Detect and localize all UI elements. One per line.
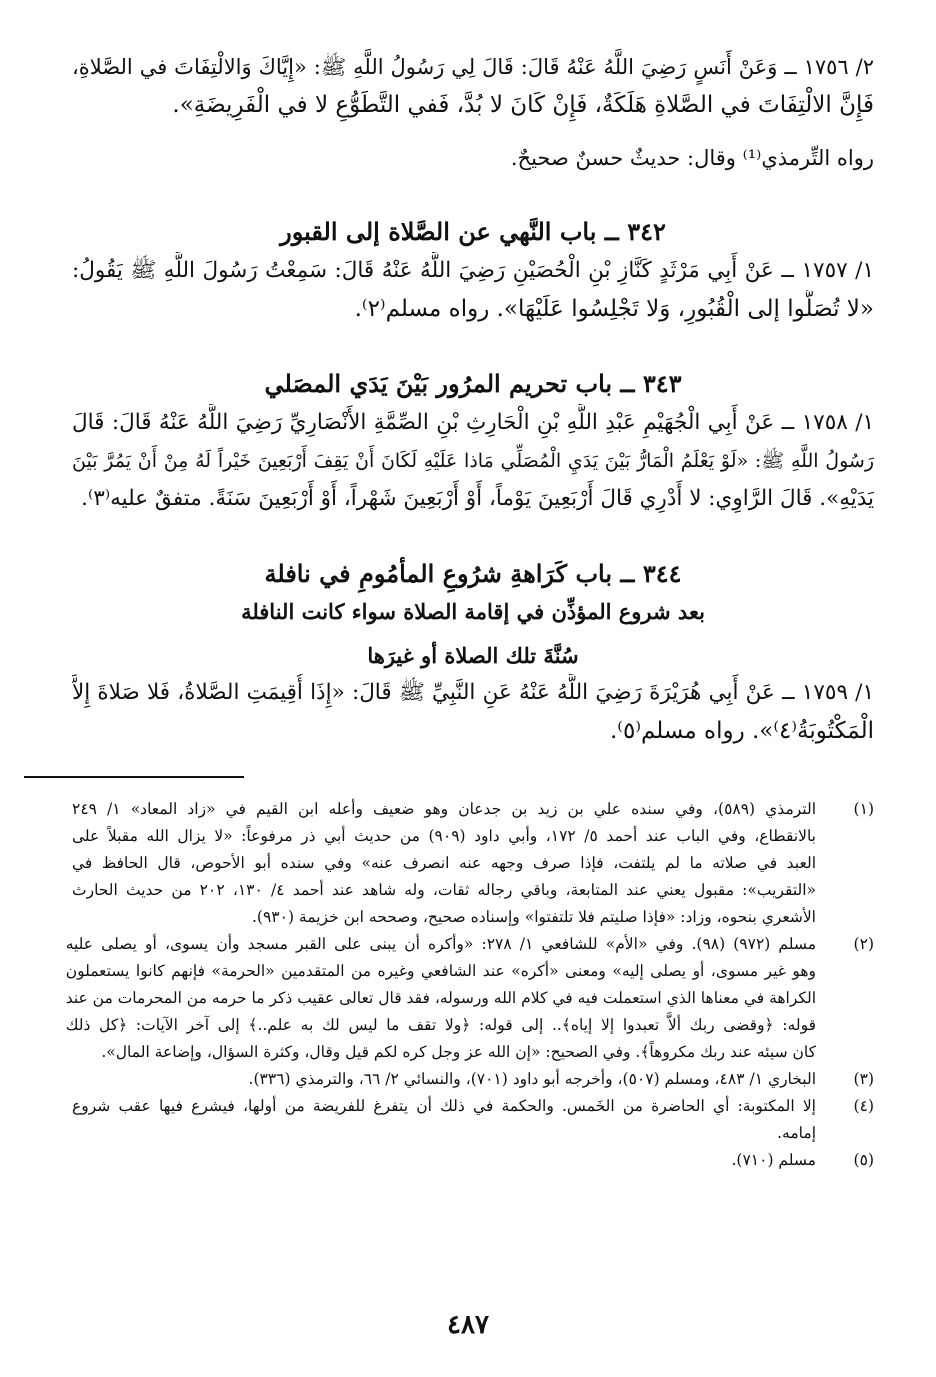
hadith-1758-line-1: ١/ ١٧٥٨ ــ عَنْ أَبِي الْجُهَيْمِ عَبْدِ اللَّهِ بْنِ الْحَارِثِ بْنِ الصِّمَّةِ الأَنْصَارِيِّ رَضِيَ اللَّهُ عَنْهُ قَالَ: قَالَ [72, 410, 874, 435]
chapter-344-subtitle-1: بعد شروع المؤذِّن في إقامة الصلاة سواء كانت النافلة [241, 599, 705, 624]
hadith-1758-line-2: رَسُولُ اللَّهِ ﷺ: «لَوْ يَعْلَمُ الْمَارُّ بَيْنَ يَدَيِ الْمُصَلِّي مَاذا عَلَيْهِ لَكَانَ أَنْ يَقِفَ أَرْبَعِينَ خَيْراً لَهُ مِنْ أَنْ يَمُرَّ بَيْنَ [72, 450, 874, 472]
footnote-2-line-2: وهو غير مسوى، أو يصلى إليه» ومعنى «أكره» عند الشافعي وغيره من المتقدمين «الحرمة» فإنهم كانوا يستعملون [65, 962, 816, 980]
footnote-number: (٣) [853, 1070, 874, 1088]
footnote-1-line-1: الترمذي (٥٨٩)، وفي سنده علي بن زيد بن جدعان وهو ضعيف وأعله ابن القيم في «زاد المعاد» ١/ ٢٤٩ [72, 800, 816, 818]
hadith-1756-line-2: فَإِنَّ الالْتِفَاتَ في الصَّلاةِ هَلَكَةٌ، فَإِنْ كَانَ لا بُدَّ، فَفي التَّطَوُّعِ لا في الْفَرِيضَةِ». [172, 92, 874, 118]
footnote-4-line-1: إلا المكتوبة: أي الحاضرة من الخَمس. والحكمة في ذلك أن يتفرغ للفريضة من أولها، فيشرع فيها عقب شروع [72, 1097, 816, 1115]
footnotes [65, 796, 874, 1174]
footnote-separator [24, 776, 244, 778]
footnote-3-line-1: البخاري ١/ ٤٨٣، ومسلم (٥٠٧)، وأخرجه أبو داود (٧٠١)، والنسائي ٢/ ٦٦، والترمذي (٣٣٦). [248, 1070, 816, 1088]
footnote-number: (٤) [853, 1097, 874, 1115]
hadith-1757-line-1: ١/ ١٧٥٧ ــ عَنْ أَبِي مَرْثَدٍ كَنَّازِ بْنِ الْحُصَيْنِ رَضِيَ اللَّهُ عَنْهُ قَالَ: سَمِعْتُ رَسُولَ اللَّهِ ﷺ يَقُولُ: [72, 258, 874, 283]
hadith-1759-line-2: الْمَكْتُوبَةُ⁽٤⁾». رواه مسلم⁽٥⁾. [609, 718, 874, 744]
footnote-1-line-2: بالانقطاع، وفي الباب عند أحمد ٥/ ١٧٢، وأبي داود (٩٠٩) من حديث أبي ذر مرفوعاً: «لا يزال الله مقبلاً على [72, 827, 816, 845]
footnote-number: (٥) [853, 1151, 874, 1169]
footnote-number: (٢) [853, 935, 874, 953]
footnote-4-line-2: إمامه. [777, 1124, 816, 1142]
hadith-1756-narration: رواه التِّرمذي⁽¹⁾ وقال: حديثٌ حسنٌ صحيحٌ. [510, 146, 874, 170]
footnote-4 [72, 1093, 874, 1147]
page-number: ٤٨٧ [447, 1310, 489, 1340]
footnote-2-line-5: كان سيئه عند ربك مكروهاً﴾. وفي الصحيح: «إن الله عز وجل كره لكم قيل وقال، وكثرة السؤال، وإضاعة المال». [101, 1043, 816, 1061]
hadith-1757-line-2: «لا تُصَلُّوا إلى الْقُبُورِ، وَلا تَجْلِسُوا عَلَيْهَا». رواه مسلم⁽٢⁾. [354, 296, 874, 322]
footnote-2-line-4: قوله: ﴿وقضى ربك ألاَّ تعبدوا إلا إياه﴾.. إلى قوله: ﴿ولا تقف ما ليس لك به علم..﴾ إلى آخر الآيات: ﴿كل ذلك [65, 1016, 816, 1034]
footnote-number: (١) [853, 800, 874, 818]
footnote-1-line-3: العبد في صلاته ما لم يلتفت، فإذا صرف وجهه عنه انصرف عنه» وفي سنده أبو الأحوص، قال الحافظ في [72, 854, 816, 872]
footnote-2-line-3: الكراهة في معناها الذي استعملت فيه في كلام الله ورسوله، فقد قال تعالى عقيب ذكر ما حرمه من المحرمات من عند [65, 989, 816, 1007]
chapter-342-title: ٣٤٢ ــ باب النَّهي عن الصَّلاة إلى القبور [280, 217, 666, 246]
footnote-2-line-1: مسلم (٩٧٢) (٩٨). وفي «الأم» للشافعي ١/ ٢٧٨: «وأكره أن يبنى على القبر مسجد وأن يسوى، أو يصلى عليه [65, 935, 816, 953]
chapter-343-title: ٣٤٣ ــ باب تحريم المرُور بَيْنَ يَدَي المصَلي [264, 369, 682, 398]
chapter-344-subtitle-2: سُنَّةَ تلك الصلاة أو غيرَها [367, 643, 579, 668]
footnote-1-line-5: الأشعري بنحوه، وزاد: «فإذا صليتم فلا تلتفتوا» وإسناده صحيح، وصححه ابن خزيمة (٩٣٠). [251, 908, 816, 926]
hadith-1759-line-1: ١/ ١٧٥٩ ــ عَنْ أَبِي هُرَيْرَةَ رَضِيَ اللَّهُ عَنْهُ عَنِ النَّبِيِّ ﷺ قَالَ: «إِذَا أُقِيمَتِ الصَّلاةُ، فَلا صَلاةَ إِلاَّ [72, 680, 874, 705]
hadith-1757 [72, 252, 874, 328]
chapter-344-title: ٣٤٤ ــ باب كَرَاهةِ شرُوعِ المأمُومِ في نافلة [264, 559, 682, 588]
footnote-5-line-1: مسلم (٧١٠). [731, 1151, 816, 1169]
hadith-1759 [72, 674, 874, 750]
footnote-3 [72, 1066, 874, 1093]
footnote-1 [72, 796, 874, 931]
footnote-5 [72, 1147, 874, 1174]
hadith-1756 [72, 48, 874, 176]
footnote-2 [65, 931, 874, 1066]
hadith-1758-line-3: يَدَيْهِ». قَالَ الرَّاوِي: لا أَدْرِي قَالَ أَرْبَعِينَ يَوْماً، أَوْ أَرْبَعِينَ شَهْراً، أَوْ أَرْبَعِينَ سَنَةً. متفقٌ عليه⁽٣⁾. [81, 486, 874, 511]
footnote-1-line-4: «التقريب»: مقبول يعني عند المتابعة، وباقي رجاله ثقات، وله شاهد عند أحمد ٤/ ١٣٠، ٢٠٢ من حديث الحارث [72, 881, 816, 899]
hadith-1756-line-1: ٢/ ١٧٥٦ ــ وَعَنْ أَنَسٍ رَضِيَ اللَّهُ عَنْهُ قَالَ: قَالَ لِي رَسُولُ اللَّهِ ﷺ: «إِيَّاكَ وَالالْتِفَاتَ في الصَّلاةِ، [72, 55, 874, 79]
hadith-1758 [72, 404, 874, 518]
